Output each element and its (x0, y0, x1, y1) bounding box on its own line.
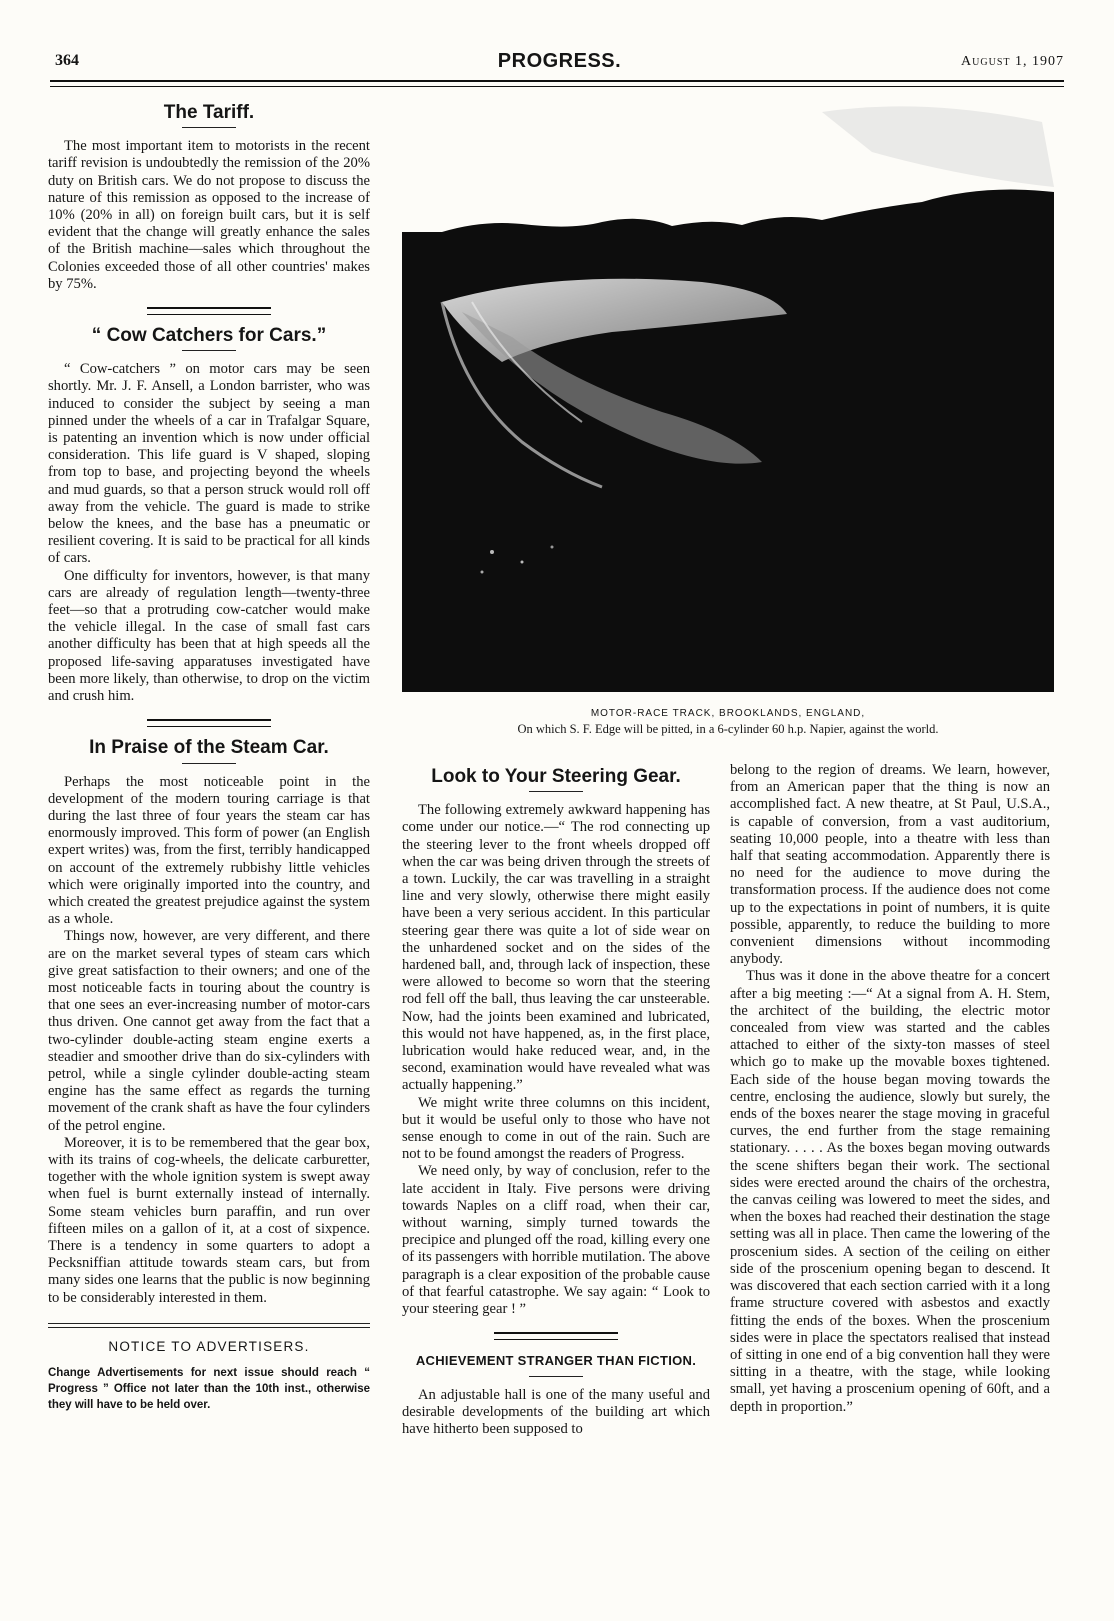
divider (494, 1332, 618, 1340)
divider (529, 1376, 583, 1377)
notice-rule (48, 1323, 370, 1328)
article-paragraph: The following extremely awkward happening has come under our notice.—“ The rod connecting up the steering lever to the front wheels dropped off when the car was being driven through the streets of a town. Luckily, the car was travelling in a straight line and very slowly, otherwise there might easily have been a very serious accident. In this particular steering gear there was quite a lot of side wear on the unhardened socket and on the sides of the hardened ball, and, through lack of inspection, these were allowed to become so worn that the steering rod fell off the ball, thus leaving the car unsteerable. Now, had the joints been examined and lubricated, this would not have happened, as, in the first place, lubrication would hake reduced wear, and, in the second, examination would have revealed what was actually happening.” (402, 802, 710, 1094)
page-header (55, 48, 1064, 78)
divider (182, 350, 236, 351)
steering-headline: Look to Your Steering Gear. (431, 766, 681, 787)
divider (147, 719, 271, 727)
masthead: PROGRESS. (497, 50, 622, 72)
article-paragraph: Perhaps the most noticeable point in the development of the modern touring carriage is that during the last three of four years the steam car has enormously improved. This form of power (an English expert writes) was, from the first, terribly handicapped on account of the extremely rubbishy little vehicles which were originally imported into the country, and which created the greatest prejudice against the system as a whole. (48, 773, 370, 928)
header-rule (50, 80, 1064, 87)
achievement-headline: ACHIEVEMENT STRANGER THAN FICTION. (415, 1353, 697, 1369)
article-paragraph: Thus was it done in the above theatre for a concert after a big meeting :—“ At a signal from A. H. Stem, the architect of the building, the electric motor concealed from view was started and the cables attached to either of the sixty-ton masses of steel which go to make up the movable boxes tightened. Each side of the house began moving towards the centre, enclosing the audience, slowly but surely, the ends of the boxes nearer the stage moving in graceful curves, the end further from the stage remaining stationary. . . . . As the boxes began moving outwards the scene shifters began their work. The sectional sides were erected around the chairs of the orchestra, the canvas ceiling was lowered to meet the sides, and when the boxes had reached their destination the stage setting was all in place. Then came the lowering of the proscenium sides. A section of the ceiling on either side of the proscenium opening began to descend. It was discovered that each section carried with it a long frame structure covered with asbestos and exactly fitting the ends of the boxes. When the proscenium sides were in place the spectators realised that instead of sitting in one end of a big convention hall they were sitting in a theatre, with the stage, while looking small, yet having a proscenium opening of 60ft, and a depth in proportion.” (730, 968, 1050, 1415)
photo-caption (402, 708, 1054, 737)
steam-car-headline: In Praise of the Steam Car. (89, 737, 329, 759)
divider (182, 763, 236, 764)
page-number: 364 (55, 52, 79, 69)
issue-date: August 1, 1907 (961, 54, 1064, 69)
divider (529, 791, 583, 792)
article-paragraph: We might write three columns on this incident, but it would be useful only to those who have not sense enough to come in out of the rain. Such are not to be found amongst the readers of Progress. (402, 1094, 710, 1163)
article-paragraph: “ Cow-catchers ” on motor cars may be seen shortly. Mr. J. F. Ansell, a London barrister, who was induced to consider the subject by seeing a man pinned under the wheels of a car in Trafalgar Square, is patenting an invention which is now under official consideration. This life guard is V shaped, sloping from top to base, and projecting beyond the wheels and mud guards, so that a person struck would roll off away from the vehicle. The guard is made to strike below the knees, and the base has a pneumatic or resilient covering. It is said to be practical for all kinds of cars. (48, 361, 370, 567)
cow-catchers-headline: “ Cow Catchers for Cars.” (91, 325, 327, 347)
notice-body: Change Advertisements for next issue should reach “ Progress ” Office not later than the 10th inst., otherwise they will have to be held over. (48, 1367, 370, 1411)
caption-title: MOTOR-RACE TRACK, BROOKLANDS, ENGLAND, (590, 708, 866, 719)
tariff-paragraph: The most important item to motorists in the recent tariff revision is undoubtedly the remission of the 20% duty on British cars. We do not propose to discuss the nature of this remission as opposed to the increase of 10% (20% in all) on foreign built cars, but it is self evident that the change will greatly enhance the sales of the British machine—sales which throughout the Colonies exceeded those of all other countries' makes by 75%. (48, 138, 370, 292)
article-paragraph: One difficulty for inventors, however, is that many cars are already of regulation length—twenty-three feet—so that a protruding cow-catcher would make the vehicle illegal. In the case of small fast cars another difficulty has been that at high speeds all the proposed life-saving apparatuses investigated have been more likely, than otherwise, to drop on the victim and crush him. (48, 567, 370, 705)
left-column (48, 96, 370, 1413)
brooklands-photo (402, 92, 1054, 692)
divider (182, 127, 236, 128)
middle-column (402, 760, 710, 1438)
article-paragraph: Moreover, it is to be remembered that the gear box, with its trains of cog-wheels, the delicate carburetter, together with the whole ignition system is swept away when fuel is burnt externally instead of internally. Some steam vehicles burn paraffin, and run over fifteen miles on a gallon of it, at a cost of sixpence. There is a tendency in some quarters to adopt a Pecksniffian attitude towards steam cars, but from many sides one learns that the public is now beginning to be considerably interested in them. (48, 1134, 370, 1306)
article-paragraph: An adjustable hall is one of the many useful and desirable developments of the building art which have hitherto been supposed to (402, 1386, 710, 1437)
article-paragraph: Things now, however, are very different, and there are on the market several types of steam cars which give great satisfaction to their owners; and one of the most noticeable facts in touring about the country is that one sees an ever-increasing number of motor-cars thus driven. One cannot get away from the fact that a two-cylinder double-acting steam engine exerts a steadier and smoother drive than do six-cylinders with petrol, while a single cylinder double-acting steam engine has the same effect as regards the turning movement of the crank shaft as have the four cylinders of the petrol engine. (48, 928, 370, 1134)
caption-text: On which S. F. Edge will be pitted, in a 6-cylinder 60 h.p. Napier, against the world. (517, 722, 939, 736)
divider (147, 307, 271, 315)
photo-image (402, 92, 1054, 692)
tariff-headline: The Tariff. (163, 102, 255, 123)
notice-title: NOTICE TO ADVERTISERS. (108, 1338, 310, 1354)
article-paragraph: We need only, by way of conclusion, refer to the late accident in Italy. Five persons were driving towards Naples on a cliff road, when their car, without warning, simply turned towards the precipice and plunged off the road, killing every one of its passengers with horrible mutilation. The above paragraph is a clear exposition of the probable cause of that fearful catastrophe. We say again: “ Look to your steering gear ! ” (402, 1163, 710, 1318)
right-column (730, 762, 1050, 1416)
article-paragraph: belong to the region of dreams. We learn, however, from an American paper that the thing is now an accomplished fact. A new theatre, at St Paul, U.S.A., is capable of conversion, from a vast auditorium, seating 10,000 people, into a theatre with less than half that seating accommodation. Apparently there is no need for the audience to move during the transformation process. If the audience does not come up to the expectations in point of numbers, it is quite possible, apparently, to reduce the building to more convenient dimensions without incommoding anybody. (730, 762, 1050, 968)
